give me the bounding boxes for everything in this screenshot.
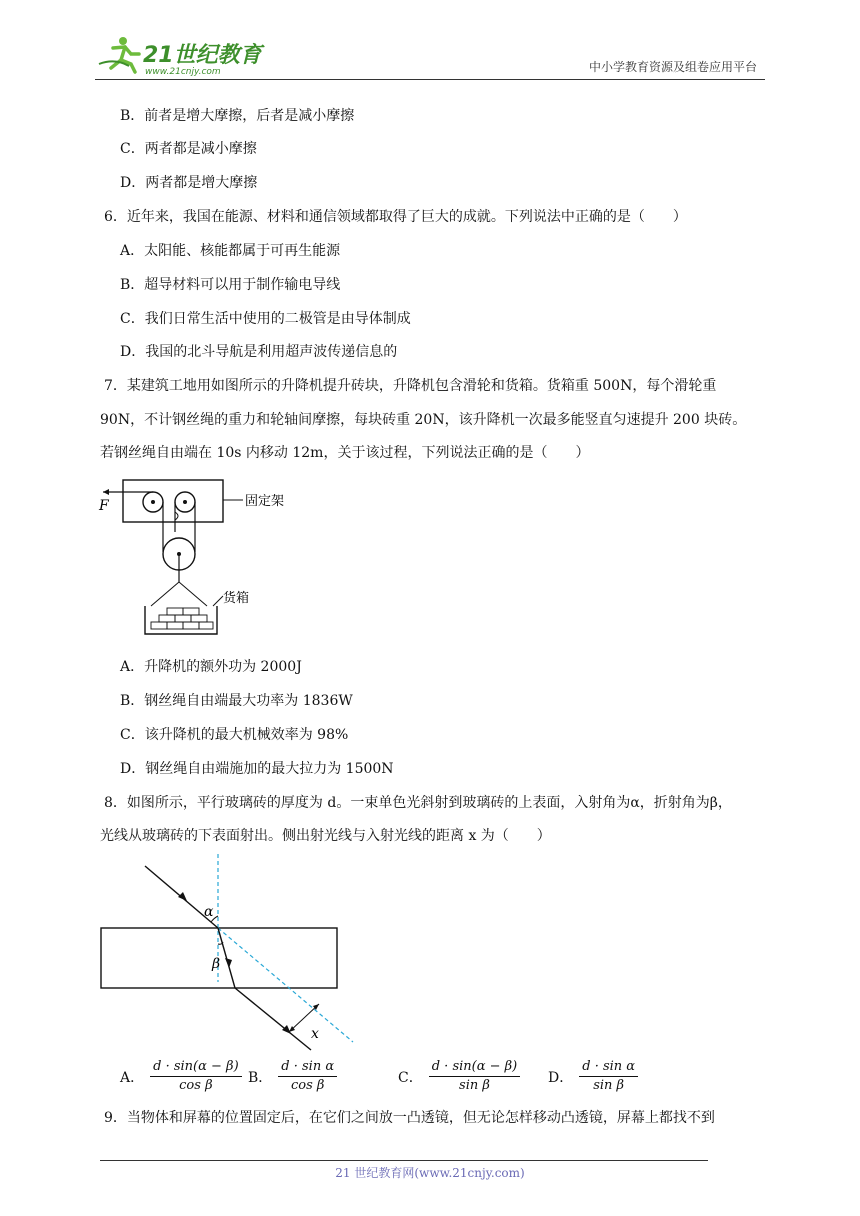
logo-text: 21世纪教育 (143, 43, 262, 68)
force-label: F (99, 498, 109, 514)
q9-stem: 9．当物体和屏幕的位置固定后，在它们之间放一凸透镜，但无论怎样移动凸透镜，屏幕上都找不到 (104, 1110, 715, 1126)
q8-option-d-numerator: d · sin α (579, 1058, 638, 1077)
q7-option-a: A．升降机的额外功为 2000J (120, 659, 302, 675)
glass-slab-figure (95, 852, 365, 1052)
q8-option-d-denominator: sin β (593, 1078, 625, 1093)
q8-option-d-label: D． (548, 1069, 574, 1086)
q8-option-c-fraction (429, 1058, 521, 1095)
q7-stem-line-2: 90N，不计钢丝绳的重力和轮轴间摩擦，每块砖重 20N，该升降机一次最多能竖直匀速提升 200 块砖。 (100, 412, 747, 428)
q6-option-d: D．我国的北斗导航是利用超声波传递信息的 (120, 344, 398, 360)
box-label: 货箱 (223, 591, 250, 606)
q8-option-a (120, 1058, 242, 1095)
q8-option-b (248, 1058, 337, 1095)
page-header (95, 34, 765, 80)
q8-stem-line-1: 8．如图所示，平行玻璃砖的厚度为 d。一束单色光斜射到玻璃砖的上表面，入射角为α，折射角为β， (104, 795, 732, 811)
q5-option-c: C．两者都是减小摩擦 (120, 141, 257, 157)
q7-stem-line-3: 若钢丝绳自由端在 10s 内移动 12m，关于该过程，下列说法正确的是（ ） (100, 445, 590, 461)
runner-icon (99, 37, 139, 72)
q5-option-d: D．两者都是增大摩擦 (120, 175, 258, 191)
q7-option-d: D．钢丝绳自由端施加的最大拉力为 1500N (120, 761, 394, 777)
q8-option-b-fraction (278, 1058, 337, 1095)
q8-option-a-label: A． (120, 1069, 145, 1086)
alpha-label: α (204, 904, 214, 920)
q8-option-c-label: C． (398, 1069, 423, 1086)
page-footer: 21 世纪教育网(www.21cnjy.com) (335, 1166, 525, 1180)
q6-option-a: A．太阳能、核能都属于可再生能源 (120, 243, 341, 259)
q8-option-b-denominator: cos β (291, 1078, 325, 1093)
q6-option-b: B．超导材料可以用于制作输电导线 (120, 277, 341, 293)
q8-option-c-denominator: sin β (459, 1078, 490, 1093)
q5-option-b: B．前者是增大摩擦，后者是减小摩擦 (120, 108, 355, 124)
header-platform-text: 中小学教育资源及组卷应用平台 (588, 60, 757, 74)
q6-stem: 6．近年来，我国在能源、材料和通信领域都取得了巨大的成就。下列说法中正确的是（ ） (104, 209, 687, 225)
beta-label: β (212, 956, 221, 972)
q8-option-c-numerator: d · sin(α − β) (429, 1058, 521, 1077)
q7-stem-line-1: 7．某建筑工地用如图所示的升降机提升砖块，升降机包含滑轮和货箱。货箱重 500N，每个滑轮重 (104, 378, 717, 394)
q8-stem-line-2: 光线从玻璃砖的下表面射出。侧出射光线与入射光线的距离 x 为（ ） (100, 828, 551, 844)
q8-option-a-numerator: d · sin(α − β) (150, 1058, 242, 1077)
q8-option-c (398, 1058, 520, 1095)
q6-option-c: C．我们日常生活中使用的二极管是由导体制成 (120, 311, 411, 327)
q7-option-c: C．该升降机的最大机械效率为 98% (120, 727, 349, 743)
elevator-figure (95, 472, 305, 642)
q8-option-a-denominator: cos β (179, 1078, 213, 1093)
q8-option-b-numerator: d · sin α (278, 1058, 337, 1077)
q7-option-b: B．钢丝绳自由端最大功率为 1836W (120, 693, 353, 709)
logo-url: www.21cnjy.com (145, 67, 221, 77)
q8-option-b-label: B． (248, 1069, 273, 1086)
frame-label: 固定架 (245, 494, 285, 509)
x-label: x (311, 1026, 319, 1042)
footer-divider (100, 1160, 708, 1161)
q8-option-a-fraction (150, 1058, 242, 1095)
q8-option-d-fraction (579, 1058, 638, 1095)
q8-option-d (548, 1058, 638, 1095)
logo (95, 34, 265, 78)
